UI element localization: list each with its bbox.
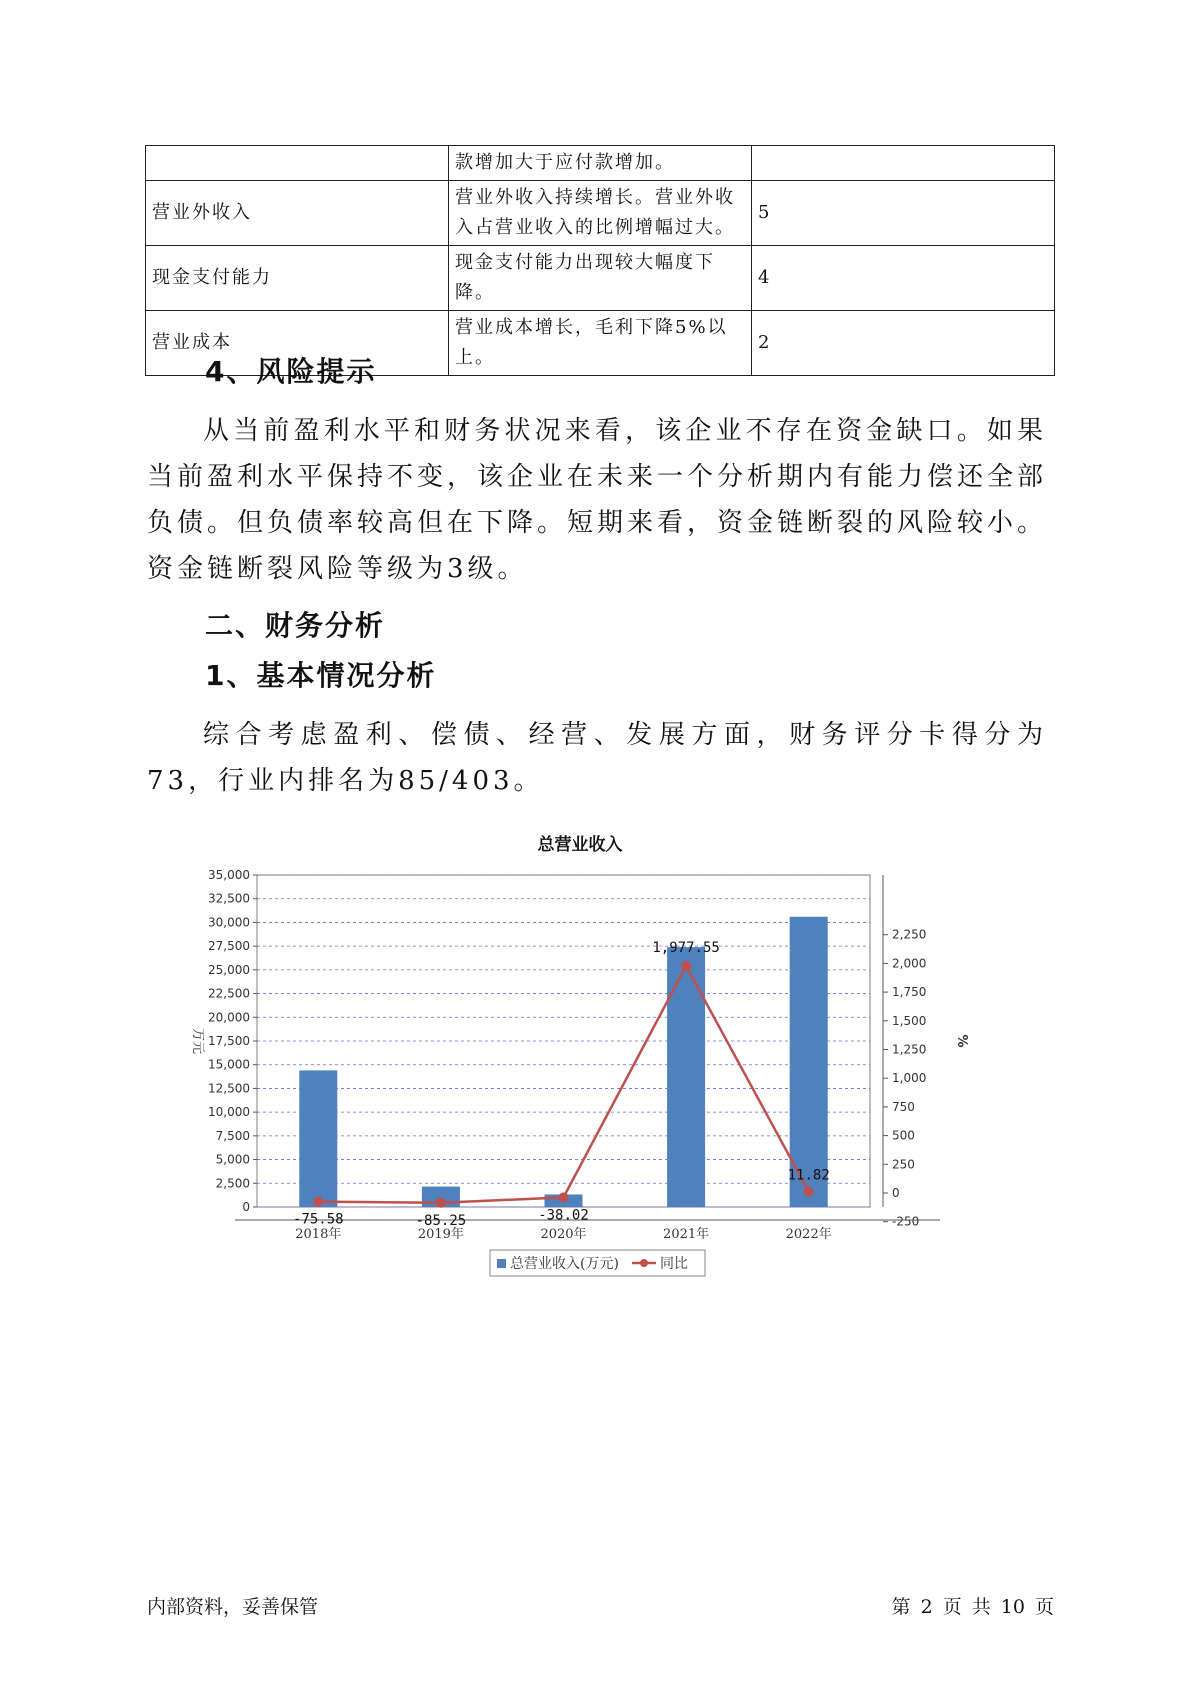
table-row — [146, 246, 1055, 311]
yoy-data-label: 1,977.55 — [652, 939, 720, 956]
yoy-point — [804, 1187, 814, 1197]
risk-heading: 4、风险提示 — [205, 355, 377, 388]
x-tick-label: 2018年 — [295, 1227, 342, 1242]
score-cell: 2 — [752, 311, 1055, 376]
yoy-point — [313, 1197, 323, 1207]
description-cell: 款增加大于应付款增加。 — [449, 146, 752, 181]
legend-bar-swatch — [497, 1259, 506, 1268]
y2-tick-label: 1,500 — [892, 1013, 927, 1028]
yoy-data-label: 11.82 — [787, 1167, 830, 1184]
revenue-chart — [180, 825, 980, 1285]
chart-title: 总营业收入 — [537, 835, 623, 855]
description-cell: 营业外收入持续增长。营业外收入占营业收入的比例增幅过大。 — [449, 181, 752, 246]
y2-tick-label: -250 — [892, 1214, 920, 1229]
footer-confidential: 内部资料，妥善保管 — [147, 1596, 319, 1618]
legend-line-label: 同比 — [660, 1256, 688, 1272]
y-tick-label: 17,500 — [208, 1034, 250, 1048]
basic-analysis-paragraph: 综合考虑盈利、偿债、经营、发展方面，财务评分卡得分为73，行业内排名为85/403。 — [147, 720, 1047, 796]
revenue-bar — [787, 917, 830, 1207]
y-tick-label: 32,500 — [208, 891, 250, 906]
y-axis-label: 万元 — [190, 1027, 205, 1055]
y-tick-label: 10,000 — [208, 1105, 250, 1120]
score-cell — [752, 146, 1055, 181]
description-cell: 现金支付能力出现较大幅度下降。 — [449, 246, 752, 311]
y-tick-label: 12,500 — [208, 1081, 250, 1096]
y-tick-label: 22,500 — [208, 986, 250, 1001]
y-tick-label: 35,000 — [208, 868, 250, 882]
x-tick-label: 2022年 — [785, 1227, 832, 1242]
y2-tick-label: 1,750 — [892, 985, 927, 1000]
y-tick-label: 0 — [242, 1200, 250, 1214]
x-tick-label: 2019年 — [417, 1227, 464, 1242]
y-tick-label: 15,000 — [208, 1057, 250, 1072]
x-tick-label: 2021年 — [663, 1227, 710, 1242]
financial-analysis-heading: 二、财务分析 — [205, 609, 386, 642]
legend-bar-label: 总营业收入(万元) — [510, 1256, 619, 1272]
legend-line-marker — [640, 1259, 648, 1267]
y2-tick-label: 2,250 — [892, 927, 927, 942]
revenue-bar — [667, 947, 705, 1207]
y2-tick-label: 250 — [892, 1157, 915, 1172]
score-cell: 5 — [752, 181, 1055, 246]
indicator-cell: 营业外收入 — [146, 181, 449, 246]
indicator-cell — [146, 146, 449, 181]
y2-axis-label: % — [954, 1034, 969, 1048]
yoy-point — [559, 1192, 569, 1202]
yoy-data-label: -85.25 — [415, 1212, 467, 1229]
indicator-cell: 营业成本 — [146, 311, 449, 376]
y-tick-label: 20,000 — [208, 1010, 250, 1025]
yoy-point — [436, 1198, 446, 1208]
score-cell: 4 — [752, 246, 1055, 311]
indicator-cell: 现金支付能力 — [146, 246, 449, 311]
y-tick-label: 5,000 — [215, 1152, 250, 1167]
y2-tick-label: 1,000 — [892, 1071, 927, 1086]
y2-tick-label: 500 — [892, 1128, 915, 1143]
revenue-bar — [299, 1070, 337, 1207]
y-tick-label: 30,000 — [208, 915, 250, 930]
y-tick-label: 7,500 — [215, 1128, 250, 1143]
yoy-point — [681, 961, 691, 971]
yoy-data-label: -38.02 — [538, 1207, 589, 1224]
y-tick-label: 27,500 — [208, 939, 250, 954]
basic-analysis-heading: 1、基本情况分析 — [205, 659, 437, 692]
y-tick-label: 2,500 — [215, 1176, 250, 1191]
description-cell: 营业成本增长，毛利下降5%以上。 — [449, 311, 752, 376]
yoy-data-label: -75.58 — [293, 1211, 344, 1228]
risk-indicator-table — [145, 145, 1055, 376]
y2-tick-label: 750 — [892, 1099, 915, 1114]
table-row — [146, 181, 1055, 246]
y2-tick-label: 1,250 — [892, 1042, 927, 1057]
y2-tick-label: 0 — [892, 1186, 900, 1200]
y-tick-label: 25,000 — [208, 962, 250, 977]
chart-canvas — [180, 825, 980, 1285]
footer-page-number: 第 2 页 共 10 页 — [891, 1596, 1054, 1618]
x-tick-label: 2020年 — [540, 1227, 587, 1242]
risk-paragraph: 从当前盈利水平和财务状况来看，该企业不存在资金缺口。如果当前盈利水平保持不变，该企业在未来一个分析期内有能力偿还全部负债。但负债率较高但在下降。短期来看，资金链断裂的风险较小。资金链断裂风险等级为3级。 — [147, 416, 1048, 584]
table-row — [146, 146, 1055, 181]
y2-tick-label: 2,000 — [892, 956, 927, 971]
